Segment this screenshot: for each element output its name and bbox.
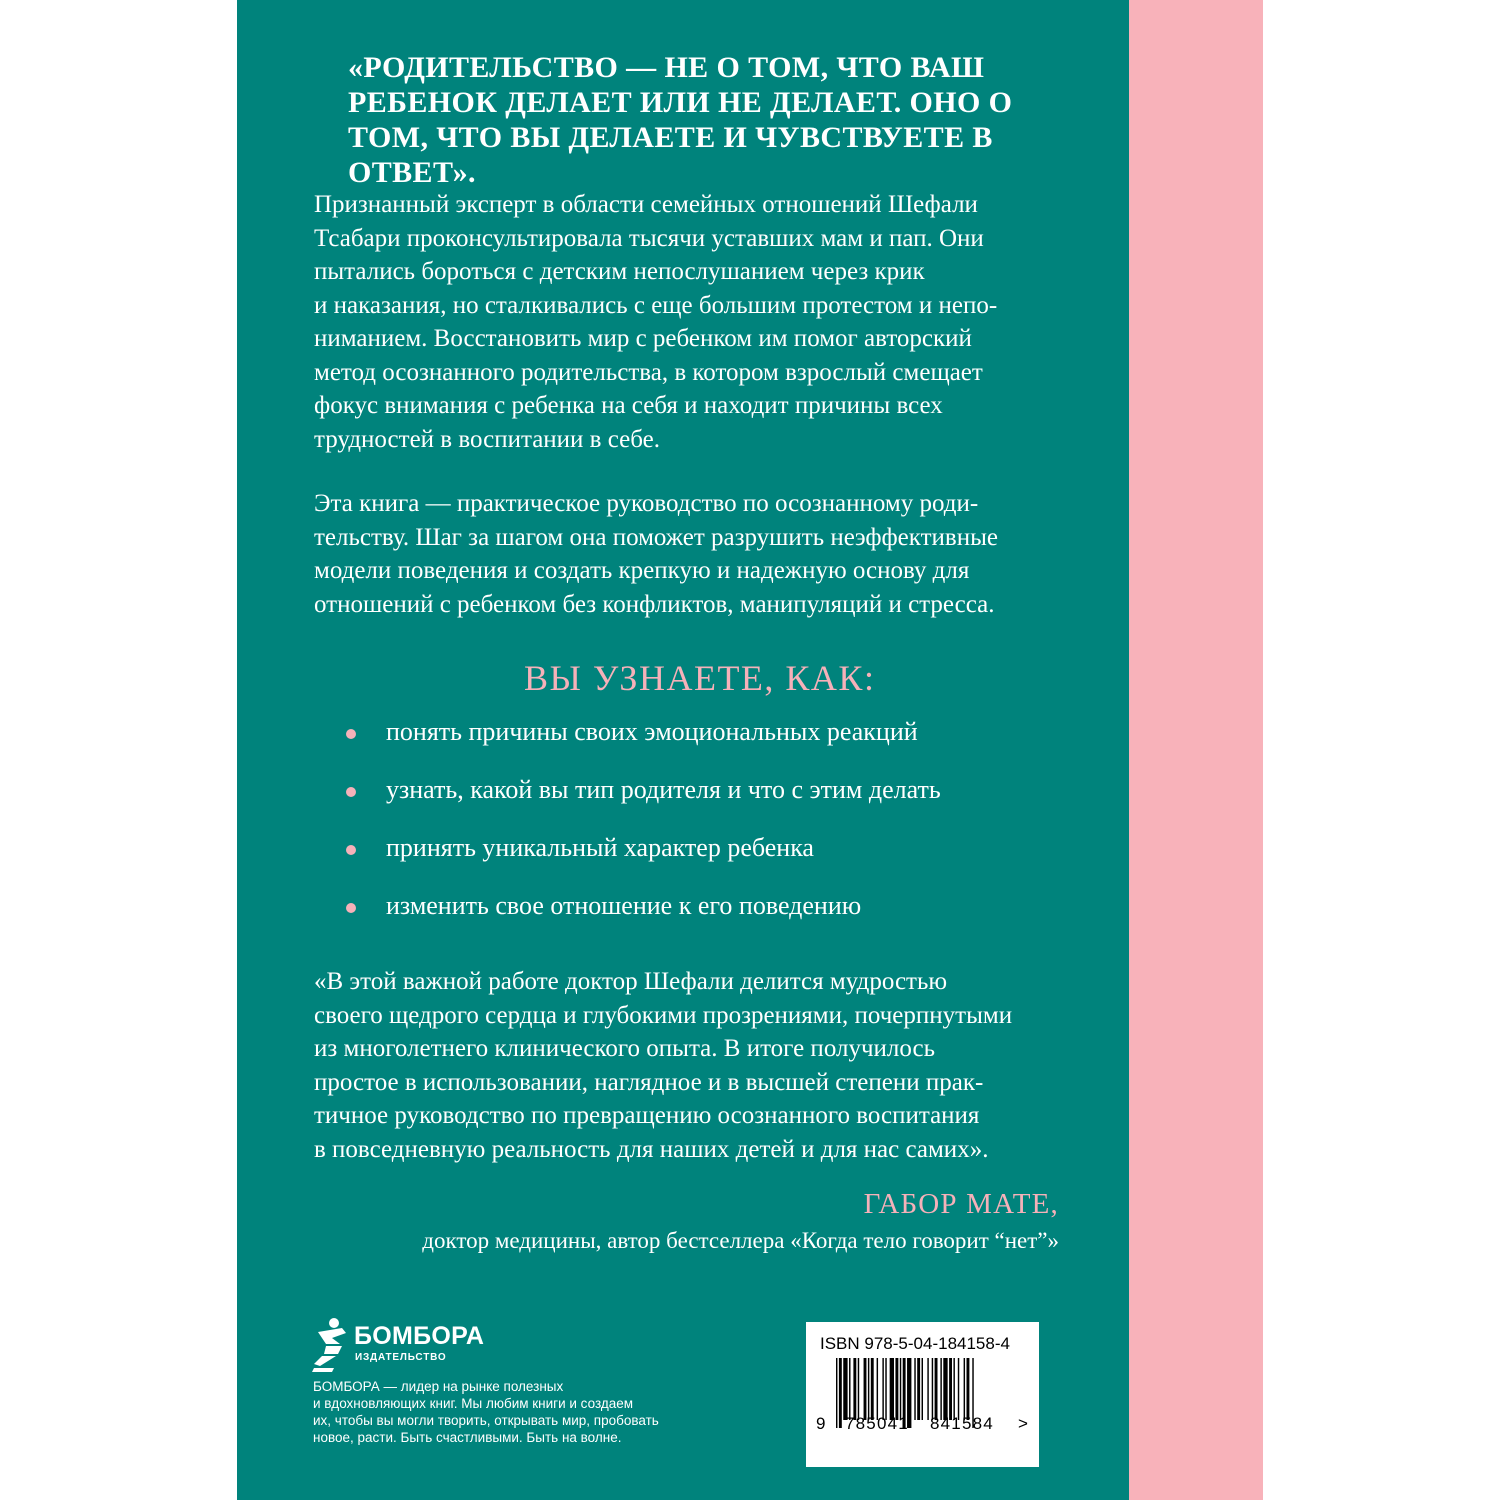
barcode-bar	[885, 1358, 886, 1420]
barcode-bar	[914, 1358, 915, 1420]
isbn-number: ISBN 978-5-04-184158-4	[820, 1334, 1010, 1353]
publisher-blurb: БОМБОРА — лидер на рынке полезных и вдохновляющих книг. Мы любим книги и создаем их, чтобы вы могли творить, открывать мир, пробовать новое, расти. Быть счастливыми. Быть на волне.	[313, 1379, 659, 1445]
barcode-bar	[836, 1358, 837, 1428]
testimonial-credential: доктор медицины, автор бестселлера «Когда тело говорит “нет”»	[422, 1228, 1059, 1253]
publisher-subtitle: ИЗДАТЕЛЬСТВО	[355, 1352, 447, 1363]
barcode-bar	[839, 1358, 842, 1428]
description-paragraph-2: Эта книга — практическое руководство по осознанному роди- тельству. Шаг за шагом она поможет разрушить неэффективные модели поведения и создать крепкую и надежную основу для отношений с ребенком без конфликтов, манипуляций и стресса.	[314, 490, 998, 618]
barcode-bar	[858, 1358, 859, 1420]
barcode-bar	[868, 1358, 869, 1420]
bullet-dot-icon	[346, 729, 356, 739]
barcode-bar	[900, 1358, 901, 1420]
list-item-text: принять уникальный характер ребенка	[386, 833, 814, 862]
list-item	[340, 888, 941, 946]
barcode-trailing-mark: >	[1018, 1414, 1028, 1433]
list-item	[340, 830, 941, 888]
barcode-bar	[849, 1358, 850, 1420]
barcode-bar	[853, 1358, 856, 1420]
barcode-bar	[864, 1358, 867, 1420]
barcode-bar	[927, 1358, 928, 1420]
bullet-dot-icon	[346, 787, 356, 797]
barcode-bar	[871, 1358, 874, 1420]
barcode-bar	[958, 1358, 959, 1420]
barcode-bar	[943, 1358, 947, 1420]
testimonial-author: ГАБОР МАТЕ,	[863, 1188, 1059, 1220]
barcode-bar	[935, 1358, 938, 1420]
list-item	[340, 714, 941, 772]
testimonial-text: «В этой важной работе доктор Шефали делится мудростью своего щедрого сердца и глубокими прозрениями, почерпнутыми из многолетнего клинического опыта. В итоге получилось простое в использовании, наглядное и в высшей степени прак- тичное руководство по превращению осознанного воспитания в повседневную реальность для наших детей и для нас самих».	[314, 968, 1013, 1163]
list-item-text: узнать, какой вы тип родителя и что с этим делать	[386, 775, 941, 804]
list-item-text: понять причины своих эмоциональных реакций	[386, 717, 918, 746]
list-item-text: изменить свое отношение к его поведению	[386, 891, 862, 920]
bullet-dot-icon	[346, 903, 356, 913]
book-spine	[1129, 0, 1263, 1500]
barcode-bar	[949, 1358, 952, 1420]
barcode-bar	[882, 1358, 883, 1420]
learn-heading: ВЫ УЗНАЕТЕ, КАК:	[524, 658, 876, 698]
barcode-bar	[917, 1358, 920, 1420]
publisher-logo	[312, 1316, 485, 1372]
isbn-barcode-box	[806, 1322, 1039, 1467]
bullet-dot-icon	[346, 845, 356, 855]
barcode-bar	[843, 1358, 847, 1420]
barcode-bar	[940, 1358, 941, 1420]
barcode-bar	[895, 1358, 898, 1420]
barcode-digits-right: 841584	[930, 1414, 994, 1433]
barcode-bar	[890, 1358, 894, 1420]
barcode-bar	[922, 1358, 923, 1420]
barcode-bar	[964, 1358, 965, 1420]
learn-list	[340, 714, 941, 946]
barcode-bar	[967, 1358, 970, 1420]
list-item	[340, 772, 941, 830]
barcode-digit-first: 9	[816, 1414, 826, 1433]
barcode-digits-left: 785041	[845, 1414, 909, 1433]
headline-quote: «РОДИТЕЛЬСТВО — НЕ О ТОМ, ЧТО ВАШ РЕБЕНОК ДЕЛАЕТ ИЛИ НЕ ДЕЛАЕТ. ОНО О ТОМ, ЧТО ВЫ ДЕЛАЕТЕ И ЧУВСТВУЕТЕ В ОТВЕТ».	[348, 51, 1013, 189]
description-paragraph-1: Признанный эксперт в области семейных отношений Шефали Тсабари проконсультировала тысячи уставших мам и пап. Они пытались бороться с детским непослушанием через крик и наказания, но сталкивались с еще большим протестом и непо- ниманием. Восстановить мир с ребенком им помог авторский метод осознанного родительства, в котором взрослый смещает фокус внимания с ребенка на себя и находит причины всех трудностей в воспитании в себе.	[314, 191, 998, 453]
barcode-bar	[953, 1358, 954, 1420]
barcode-bar	[877, 1358, 878, 1420]
barcode-bar	[932, 1358, 933, 1420]
leaping-figure-icon	[312, 1316, 352, 1372]
publisher-name: БОМБОРА	[354, 1322, 485, 1350]
